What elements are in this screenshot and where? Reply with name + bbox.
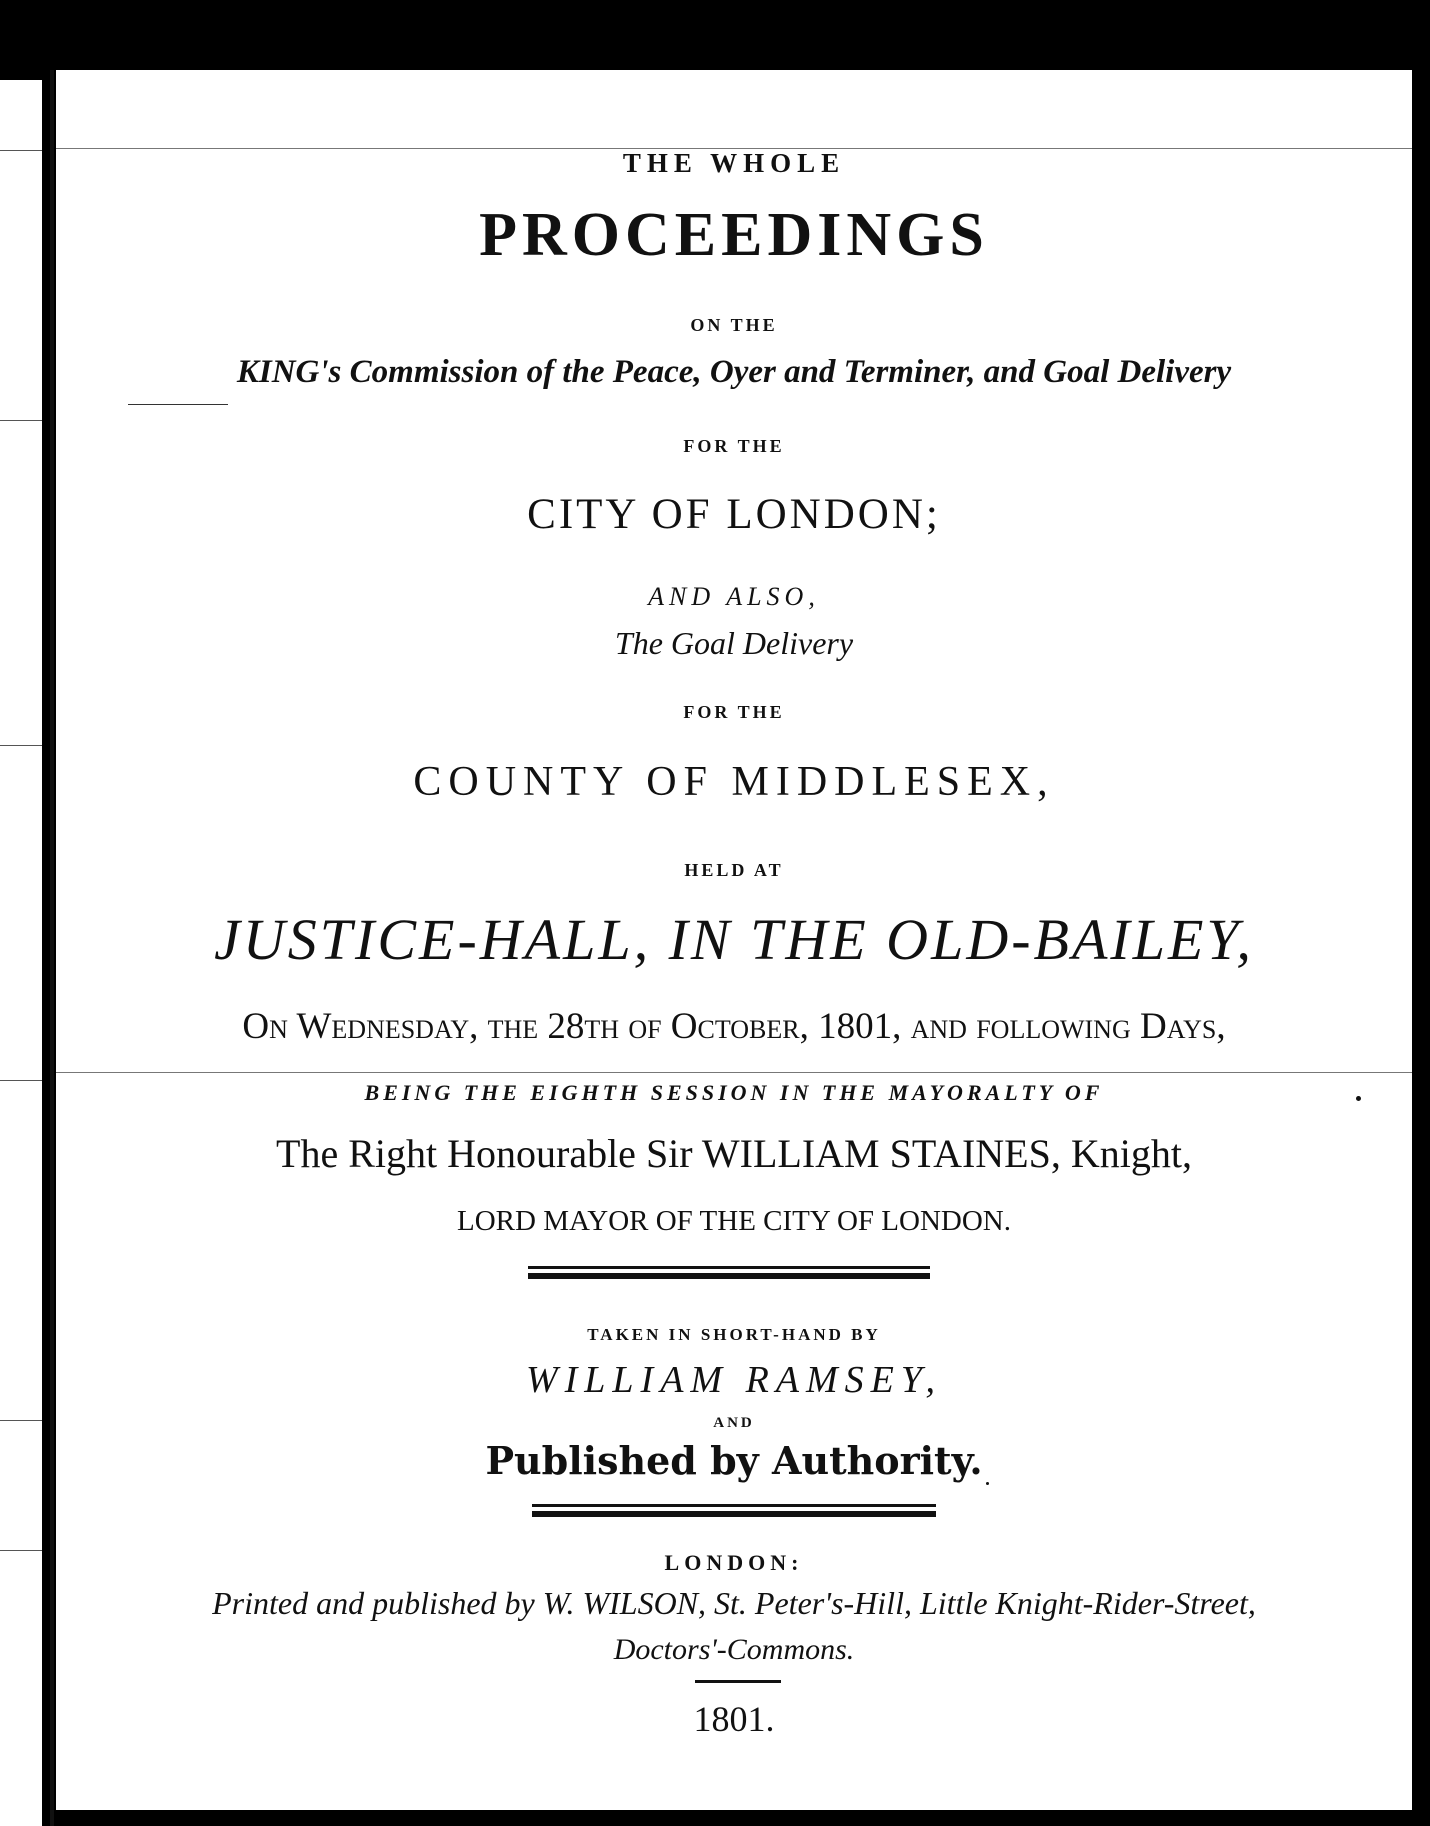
mayoralty-line: BEING THE EIGHTH SESSION IN THE MAYORALTY OF xyxy=(364,1080,1104,1105)
taken-in-shorthand-line: TAKEN IN SHORT-HAND BY xyxy=(587,1325,881,1344)
subtitle-for-the-2: FOR THE xyxy=(683,702,785,722)
imprint-year: 1801. xyxy=(693,1699,775,1739)
guide-line xyxy=(0,1550,42,1551)
justice-hall-heading: JUSTICE-HALL, IN THE OLD-BAILEY, xyxy=(214,907,1254,972)
left-page-strip xyxy=(0,80,42,1826)
and-also-line: AND ALSO, xyxy=(648,582,820,611)
imprint-printer-line: Printed and published by W. WILSON, St. Peter's-Hill, Little Knight-Rider-Street, xyxy=(212,1585,1256,1621)
subtitle-for-the: FOR THE xyxy=(683,436,785,456)
lord-mayor-name-line: The Right Honourable Sir WILLIAM STAINES, Knight, xyxy=(276,1131,1192,1176)
underline-rule xyxy=(128,404,228,405)
guide-line xyxy=(0,745,42,746)
year-rule xyxy=(695,1680,781,1683)
county-heading: COUNTY OF MIDDLESEX, xyxy=(413,759,1055,805)
divider-rule xyxy=(532,1511,936,1517)
divider-rule xyxy=(532,1504,936,1507)
commission-line: KING's Commission of the Peace, Oyer and Terminer, and Goal Delivery xyxy=(236,354,1232,390)
ink-speck xyxy=(1356,1096,1361,1101)
city-of-london-heading: CITY OF LONDON; xyxy=(527,491,941,538)
and-line: AND xyxy=(713,1415,755,1431)
published-by-authority-line: Published by Authority. xyxy=(485,1438,983,1483)
guide-line xyxy=(0,1080,42,1081)
guide-line xyxy=(0,150,42,151)
guide-line xyxy=(56,1072,1412,1073)
date-line: On Wednesday, the 28th of October, 1801, and following Days, xyxy=(242,1006,1226,1047)
ink-speck xyxy=(986,1482,989,1485)
subtitle-on-the: ON THE xyxy=(690,315,778,335)
guide-line xyxy=(0,420,42,421)
goal-delivery-line: The Goal Delivery xyxy=(614,625,854,661)
lord-mayor-title-line: LORD MAYOR OF THE CITY OF LONDON. xyxy=(457,1205,1011,1237)
guide-line xyxy=(0,1420,42,1421)
reporter-name: WILLIAM RAMSEY, xyxy=(525,1359,943,1401)
title-the-whole: THE WHOLE xyxy=(622,148,846,178)
page-fold-edge xyxy=(50,70,54,1826)
imprint-address-line: Doctors'-Commons. xyxy=(613,1633,855,1666)
title-proceedings: PROCEEDINGS xyxy=(479,201,989,269)
divider-rule xyxy=(528,1273,930,1279)
title-page xyxy=(56,70,1412,1810)
held-at-line: HELD AT xyxy=(684,860,784,880)
imprint-london: LONDON: xyxy=(664,1550,804,1575)
divider-rule xyxy=(528,1266,930,1269)
